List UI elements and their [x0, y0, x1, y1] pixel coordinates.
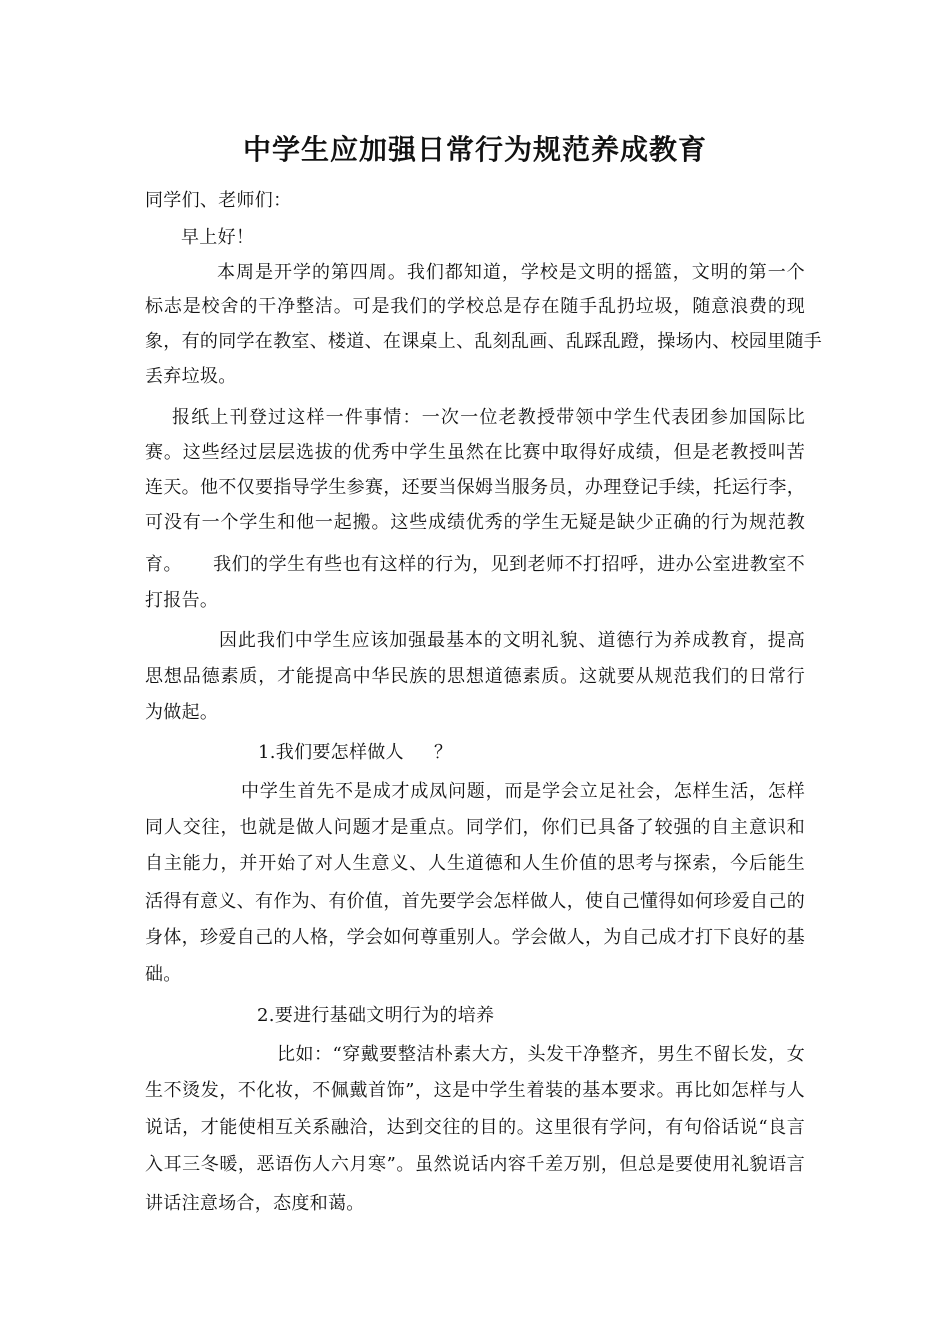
paragraph-line: 连天。他不仅要指导学生参赛，还要当保姆当服务员，办理登记手续，托运行李， — [145, 477, 805, 498]
document-title: 中学生应加强日常行为规范养成教育 — [242, 133, 707, 166]
paragraph-line: 活得有意义、有作为、有价值，首先要学会怎样做人，使自己懂得如何珍爱自己的 — [145, 891, 805, 912]
paragraph-line: 育。 我们的学生有些也有这样的行为，见到老师不打招呼，进办公室进教室不 — [145, 554, 805, 575]
paragraph-line: 自主能力，并开始了对人生意义、人生道德和人生价值的思考与探索，今后能生 — [145, 853, 805, 874]
paragraph-line: 打报告。 — [145, 590, 219, 611]
paragraph-line: 标志是校舍的干净整洁。可是我们的学校总是存在随手乱扔垃圾，随意浪费的现 — [145, 296, 805, 317]
paragraph-line: 可没有一个学生和他一起搬。这些成绩优秀的学生无疑是缺少正确的行为规范教 — [145, 512, 805, 533]
paragraph-line: 报纸上刊登过这样一件事情：一次一位老教授带领中学生代表团参加国际比 — [172, 407, 805, 428]
paragraph-line: 说话，才能使相互关系融洽，达到交往的目的。这里很有学问，有句俗话说“良言 — [145, 1117, 805, 1138]
paragraph-line: 入耳三冬暖，恶语伤人六月寒”。虽然说话内容千差万别，但总是要使用礼貌语言 — [145, 1154, 805, 1175]
paragraph-line: 象，有的同学在教室、楼道、在课桌上、乱刻乱画、乱踩乱蹬，操场内、校园里随手 — [145, 331, 823, 352]
paragraph-line: 身体，珍爱自己的人格，学会如何尊重别人。学会做人，为自己成才打下良好的基 — [145, 927, 805, 948]
paragraph-line: 讲话注意场合，态度和蔼。 — [145, 1193, 365, 1214]
paragraph-line: 因此我们中学生应该加强最基本的文明礼貌、道德行为养成教育，提高 — [219, 630, 805, 651]
paragraph-line: 本周是开学的第四周。我们都知道，学校是文明的摇篮，文明的第一个 — [217, 262, 805, 283]
paragraph-line: 比如：“穿戴要整洁朴素大方，头发干净整齐，男生不留长发，女 — [277, 1044, 805, 1065]
paragraph-line: 同人交往，也就是做人问题才是重点。同学们，你们已具备了较强的自主意识和 — [145, 817, 805, 838]
paragraph-line: 赛。这些经过层层选拔的优秀中学生虽然在比赛中取得好成绩，但是老教授叫苦 — [145, 442, 805, 463]
paragraph-line: 生不烫发，不化妆，不佩戴首饰”，这是中学生着装的基本要求。再比如怎样与人 — [145, 1080, 805, 1101]
paragraph-line: 础。 — [145, 964, 182, 985]
morning-greeting: 早上好！ — [181, 227, 255, 248]
paragraph-line: 为做起。 — [145, 702, 219, 723]
section-heading: 1.我们要怎样做人 ？ — [258, 742, 453, 763]
paragraph-line: 丢弃垃圾。 — [145, 366, 237, 387]
paragraph-line: 中学生首先不是成才成凤问题，而是学会立足社会，怎样生活，怎样 — [241, 781, 805, 802]
section-heading: 2.要进行基础文明行为的培养 — [257, 1005, 495, 1026]
paragraph-line: 思想品德素质，才能提高中华民族的思想道德素质。这就要从规范我们的日常行 — [145, 666, 805, 687]
greeting: 同学们、老师们： — [145, 190, 292, 211]
